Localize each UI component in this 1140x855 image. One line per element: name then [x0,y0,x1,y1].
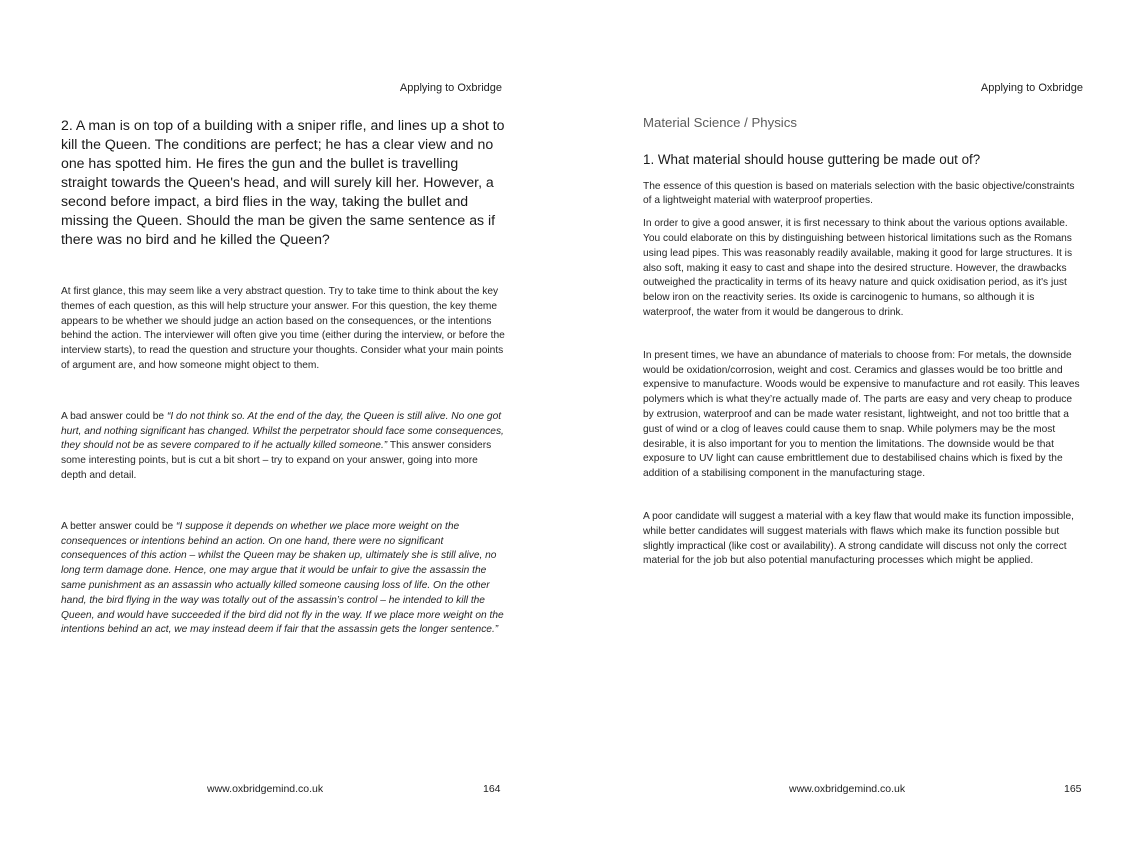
bad-answer-label: A bad answer [61,410,123,422]
running-header: Applying to Oxbridge [399,82,502,94]
page-number: 164 [483,783,501,795]
right-page-content [643,116,1085,569]
candidate-label: A poor candidate [643,510,720,522]
interview-question: 2. A man is on top of a building with a sniper rifle, and lines up a shot to kill the Queen. The conditions are perfect; he has a clear view and no one has spotted him. He fires the gun and the bullet is travelling straight towards the Queen's head, and will surely kill her. However, a second before impact, a bird flies in the way, taking the bullet and missing the Queen. Should the man be given the same sentence as if there was no bird and he killed the Queen? [61,117,505,247]
body-paragraph: In order to give a good answer, it is first necessary to think about the various options available. You could elaborate on this by distinguishing between historical limitations such as the Romans using lead pipes. This was reasonably readily available, making it good for large structures. It is also soft, making it easy to cast and shape into the desired structure. However, the drawbacks outweighed the practicality in terms of its heavy nature and quick oxidisation period, as it's just below iron on the reactivity series. Its oxide is carcinogenic to humans, so although it is waterproof, the water from it would be dangerous to drink. [643,218,1073,318]
bad-answer-comment: This answer considers some interesting points, but is cut a bit short – try to expand on your answer, going into more depth and detail. [61,440,492,481]
bad-answer-paragraph [61,410,505,484]
section-label: Material Science / Physics [643,115,797,130]
footer-url: www.oxbridgemind.co.uk [789,783,906,795]
better-answer-paragraph [61,520,505,638]
running-header: Applying to Oxbridge [980,82,1083,94]
better-answer-quote: “I suppose it depends on whether we place more weight on the consequences or intentions behind an action. On one hand, there were no significant consequences of this action – whilst the Queen may be shaken up, ultimately she is still alive, no long term damage done. Hence, one may argue that it would be unfair to give the assassin the same punishment as an assassin who actually killed someone causing loss of life. On the other hand, the bird flying in the way was totally out of the assassin’s control – he intended to kill the Queen, and would have succeeded if the bird did not fly in the way. If we place more weight on the intentions behind an act, we may instead deem if fair that the assassin gets the longer sentence.” [61,520,504,636]
bad-answer-connector: could be [125,410,165,422]
intro-paragraph: At first glance, this may seem like a very abstract question. Try to take time to think about the key themes of each question, as this will help structure your answer. For this question, the key theme appears to be whether we should judge an action based on the consequences, or the intentions behind the action. The interviewer will often give you time (either during the interview, or before the interview starts), to read the question and structure your thoughts. Consider what your main points of argument are, and how someone might object to them. [61,286,505,371]
right-page [570,0,1140,855]
better-answer-label: A better answer [61,520,132,532]
page-number: 165 [1064,783,1082,795]
candidate-text: will suggest a material with a key flaw that would make its function impossible, while better candidates will suggest materials with flaws which make its function possible but slightly impractical (like cost or availability). A strong candidate will discuss not only the correct material for the job but also potential manufacturing processes which might be applied. [643,510,1074,567]
left-page-content [61,116,505,638]
body-paragraph: The essence of this question is based on materials selection with the basic objective/constraints of a lightweight material with waterproof properties. [643,180,1075,207]
better-answer-connector: could be [134,520,174,532]
body-paragraph: In present times, we have an abundance of materials to choose from: For metals, the downside would be oxidation/corrosion, weight and cost. Ceramics and glasses would be too brittle and expensive to manufacture. Woods would be expensive to manufacture and rot easily. This leaves polymers which is what they’re actually made of. The parts are easy and very cheap to produce by extrusion, waterproof and can be made water resistant, lightweight, and not too brittle that a gust of wind or a clog of leaves could cause them to snap. While polymers may be the most desirable, it is also important for you to mention the limitations. The downside would be that exposure to UV light can cause embrittlement due to destabilised chains which is fixed by the addition of a stabilising component in the manufacturing stage. [643,349,1080,480]
bad-answer-quote: “I do not think so. At the end of the day, the Queen is still alive. No one got hurt, and nothing significant has changed. Whilst the perpetrator should face some consequences, they should not be as severe compared to if he actually killed someone.” [61,410,504,452]
candidate-paragraph [643,510,1085,569]
question-heading: 1. What material should house guttering be made out of? [643,151,981,167]
footer-url: www.oxbridgemind.co.uk [207,783,324,795]
